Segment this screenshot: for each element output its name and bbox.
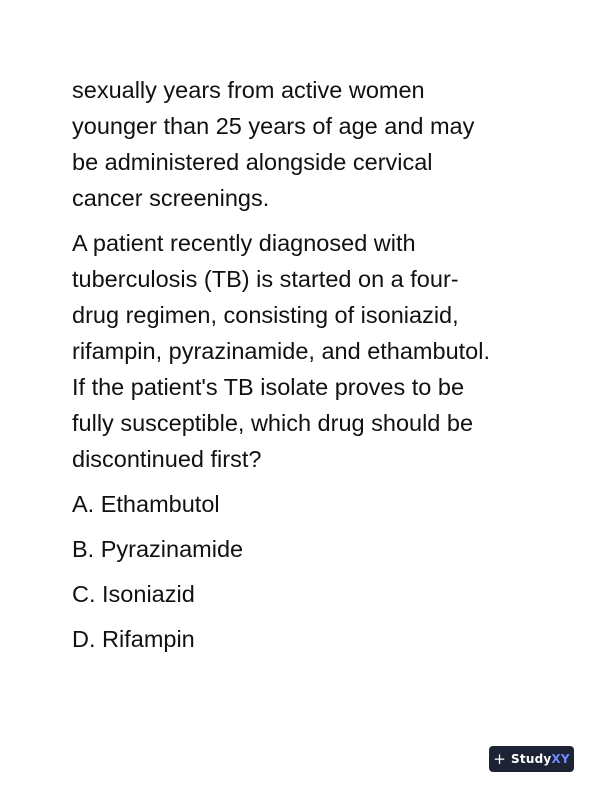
logo-text-main: Study — [511, 752, 552, 766]
question-line: tuberculosis (TB) is started on a four- — [72, 266, 459, 292]
question-line: drug regimen, consisting of isoniazid, — [72, 302, 459, 328]
text-line: cancer screenings. — [72, 185, 270, 211]
document-page — [72, 72, 552, 666]
studyxy-logo-badge[interactable] — [489, 746, 574, 772]
question-paragraph — [72, 225, 552, 477]
text-line: younger than 25 years of age and may — [72, 113, 475, 139]
option-d: D. Rifampin — [72, 626, 195, 652]
logo-text-accent: XY — [551, 752, 570, 766]
paragraph-spacer — [72, 477, 552, 486]
option-b: B. Pyrazinamide — [72, 536, 244, 562]
text-line: sexually years from active women — [72, 77, 425, 103]
continuation-paragraph — [72, 72, 552, 216]
text-line: be administered alongside cervical — [72, 149, 433, 175]
question-line: A patient recently diagnosed with — [72, 230, 416, 256]
option-a: A. Ethambutol — [72, 491, 220, 517]
option-c: C. Isoniazid — [72, 581, 195, 607]
answer-options — [72, 486, 552, 657]
question-line: fully susceptible, which drug should be — [72, 410, 474, 436]
question-line: rifampin, pyrazinamide, and ethambutol. — [72, 338, 490, 364]
paragraph-spacer — [72, 216, 552, 225]
question-line: discontinued first? — [72, 446, 262, 472]
question-line: If the patient's TB isolate proves to be — [72, 374, 465, 400]
plus-icon: + — [493, 749, 507, 768]
